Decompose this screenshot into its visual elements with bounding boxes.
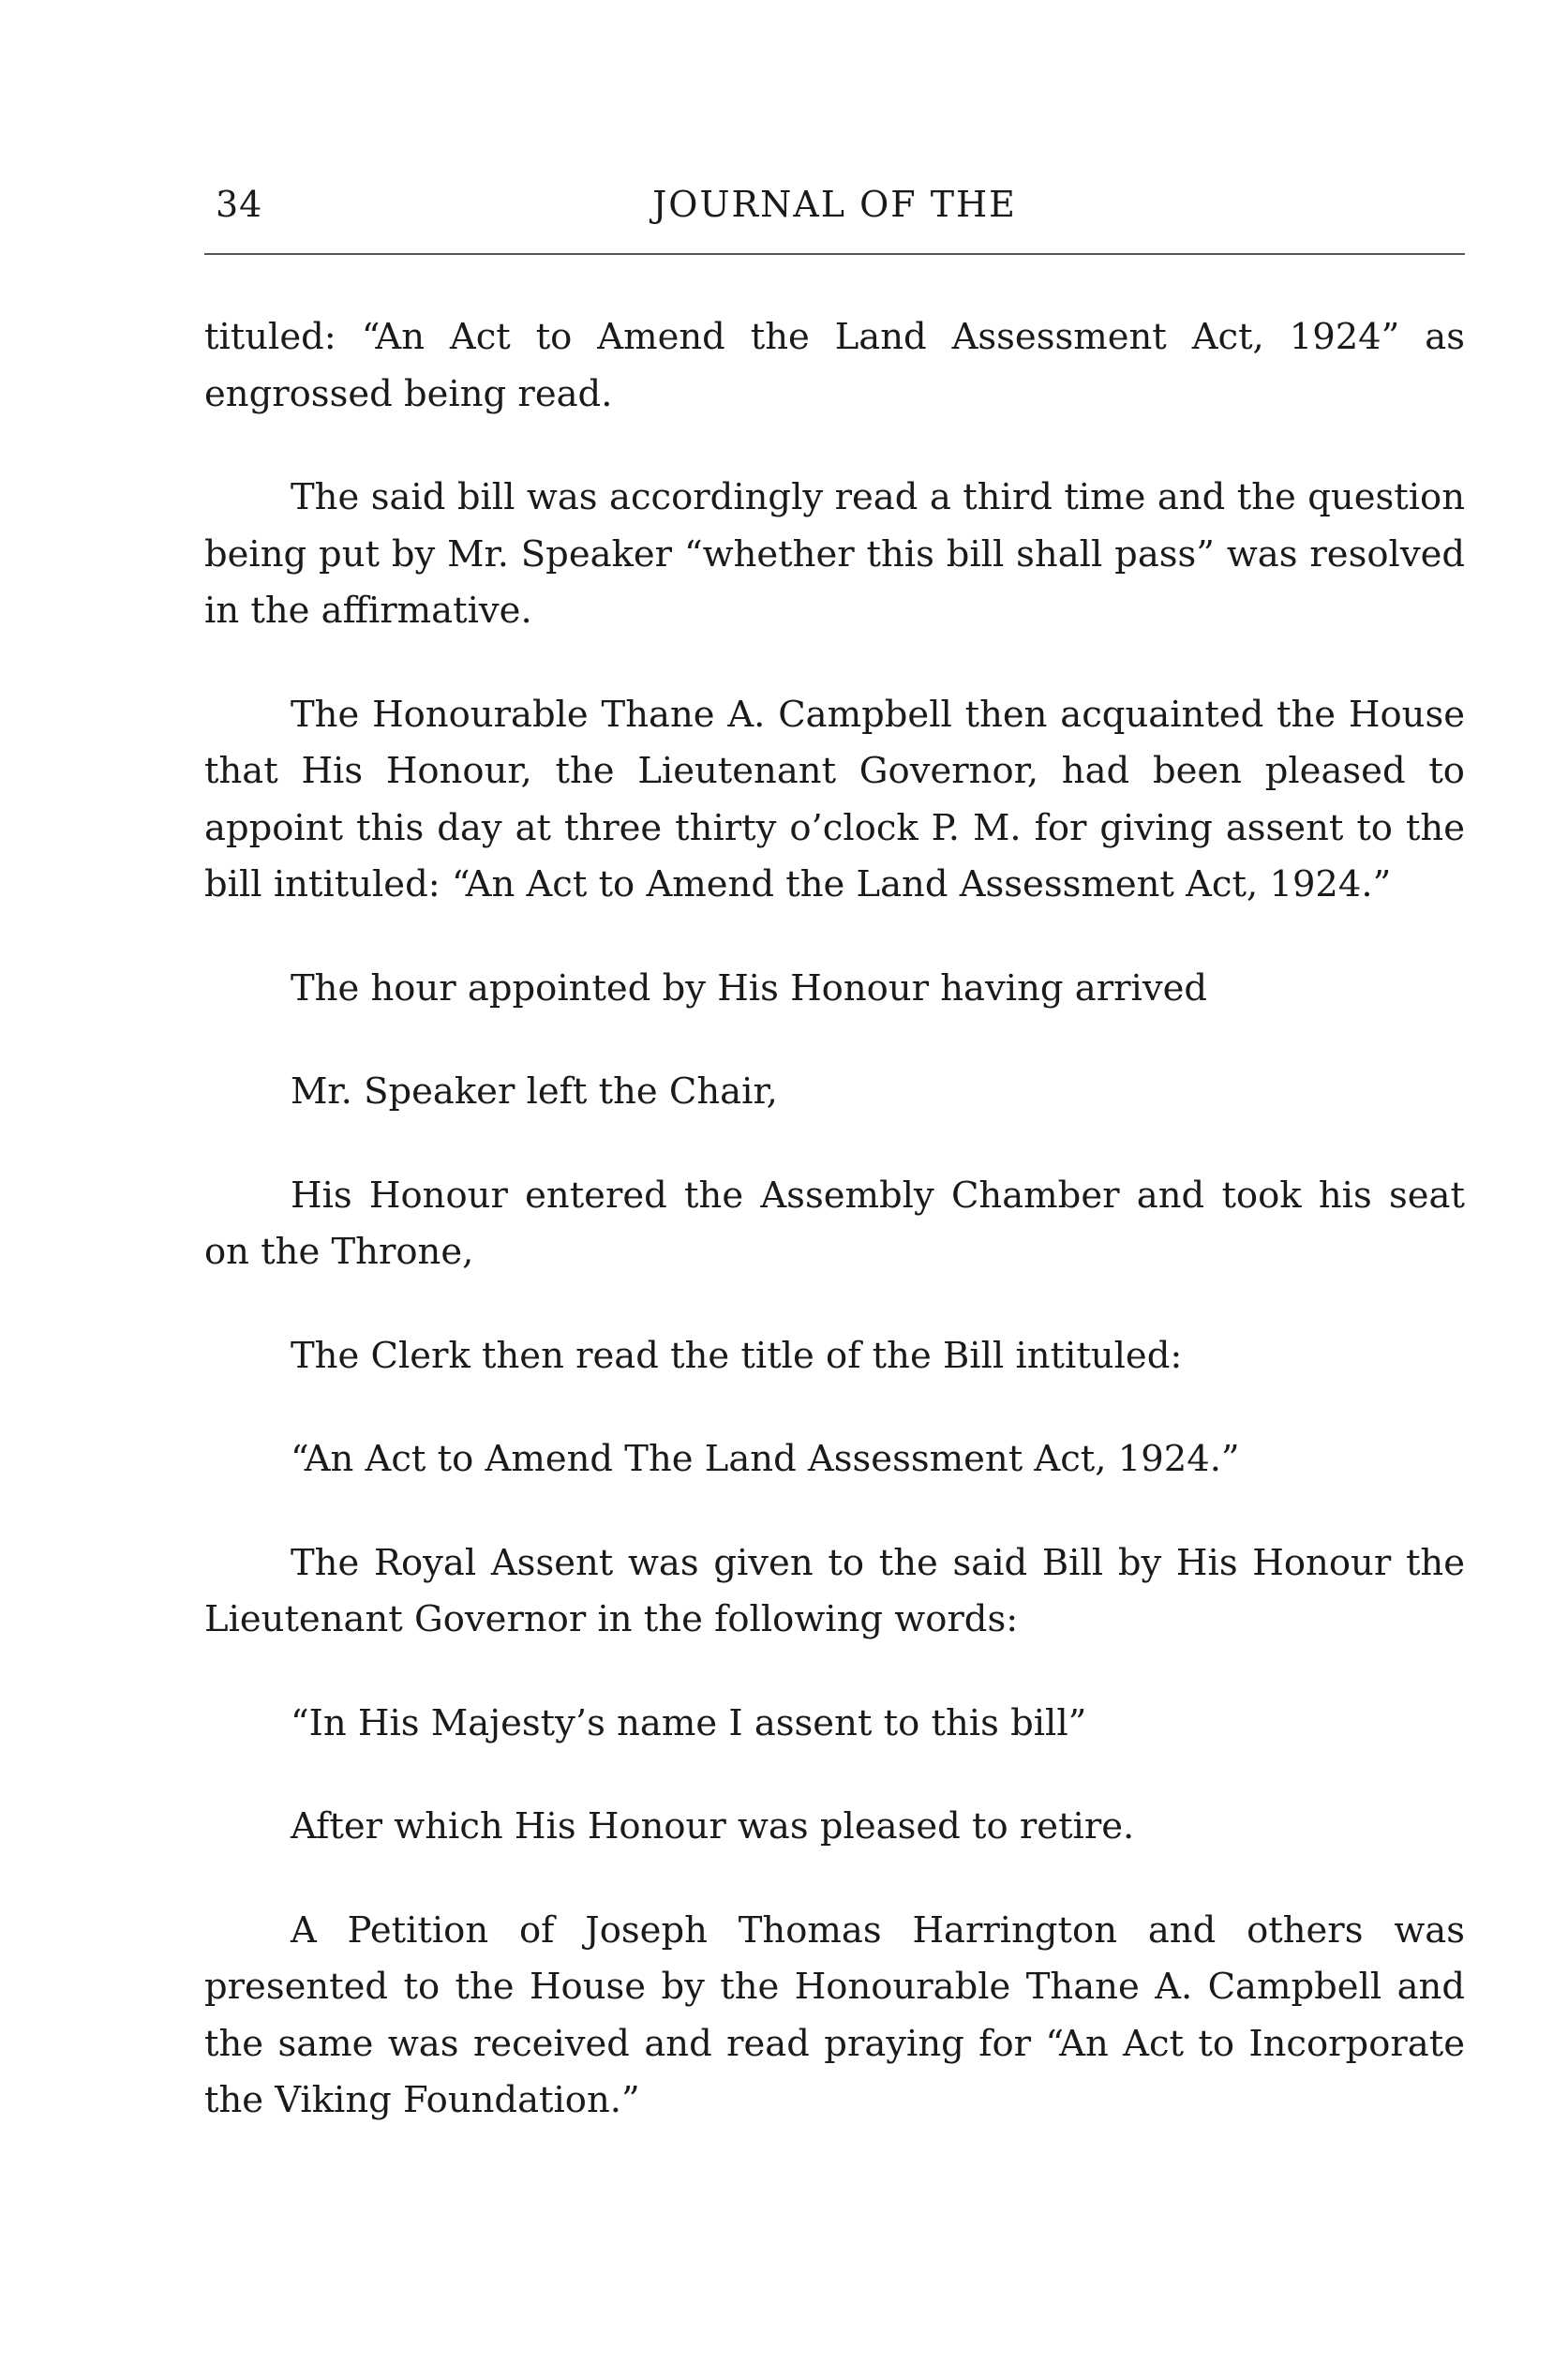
header-rule [204,253,1465,255]
running-head: JOURNAL OF THE [652,184,1017,225]
paragraph-royal-assent: The Royal Assent was given to the said Bill by His Honour the Lieutenant Governor in the following words: [204,1541,1465,1640]
paragraph-petition: A Petition of Joseph Thomas Harrington and others was presented to the House by the Honourable Thane A. Campbell and the same was received and read praying for “An Act to Incorporate the Viking Foundation.” [204,1908,1465,2121]
paragraph-retire: After which His Honour was pleased to retire. [291,1805,1135,1848]
page-number: 34 [216,184,263,225]
paragraph-continued-title: tituled: “An Act to Amend the Land Assessment Act, 1924” as engrossed being read. [204,316,1465,415]
paragraph-honour-entered: His Honour entered the Assembly Chamber and took his seat on the Throne, [204,1174,1465,1273]
paragraph-clerk-read: The Clerk then read the title of the Bill intituled: [291,1334,1183,1377]
paragraph-hour-arrived: The hour appointed by His Honour having arrived [291,966,1208,1010]
paragraph-bill-title: “An Act to Amend The Land Assessment Act, 1924.” [291,1438,1240,1480]
paragraph-assent-words: “In His Majesty’s name I assent to this bill” [291,1701,1087,1744]
paragraph-assent-appointment: The Honourable Thane A. Campbell then acquainted the House that His Honour, the Lieutenant Governor, had been pleased to appoint this day at three thirty o’clock P. M. for giving assent to the bill intituled: “An Act to Amend the Land Assessment Act, 1924.” [204,693,1465,905]
paragraph-speaker-left: Mr. Speaker left the Chair, [291,1070,778,1113]
body-text [204,309,1465,2177]
page-header [204,176,1465,232]
paragraph-third-reading: The said bill was accordingly read a third time and the question being put by Mr. Speaker “whether this bill shall pass” was resolved in the affirmative. [204,476,1465,632]
